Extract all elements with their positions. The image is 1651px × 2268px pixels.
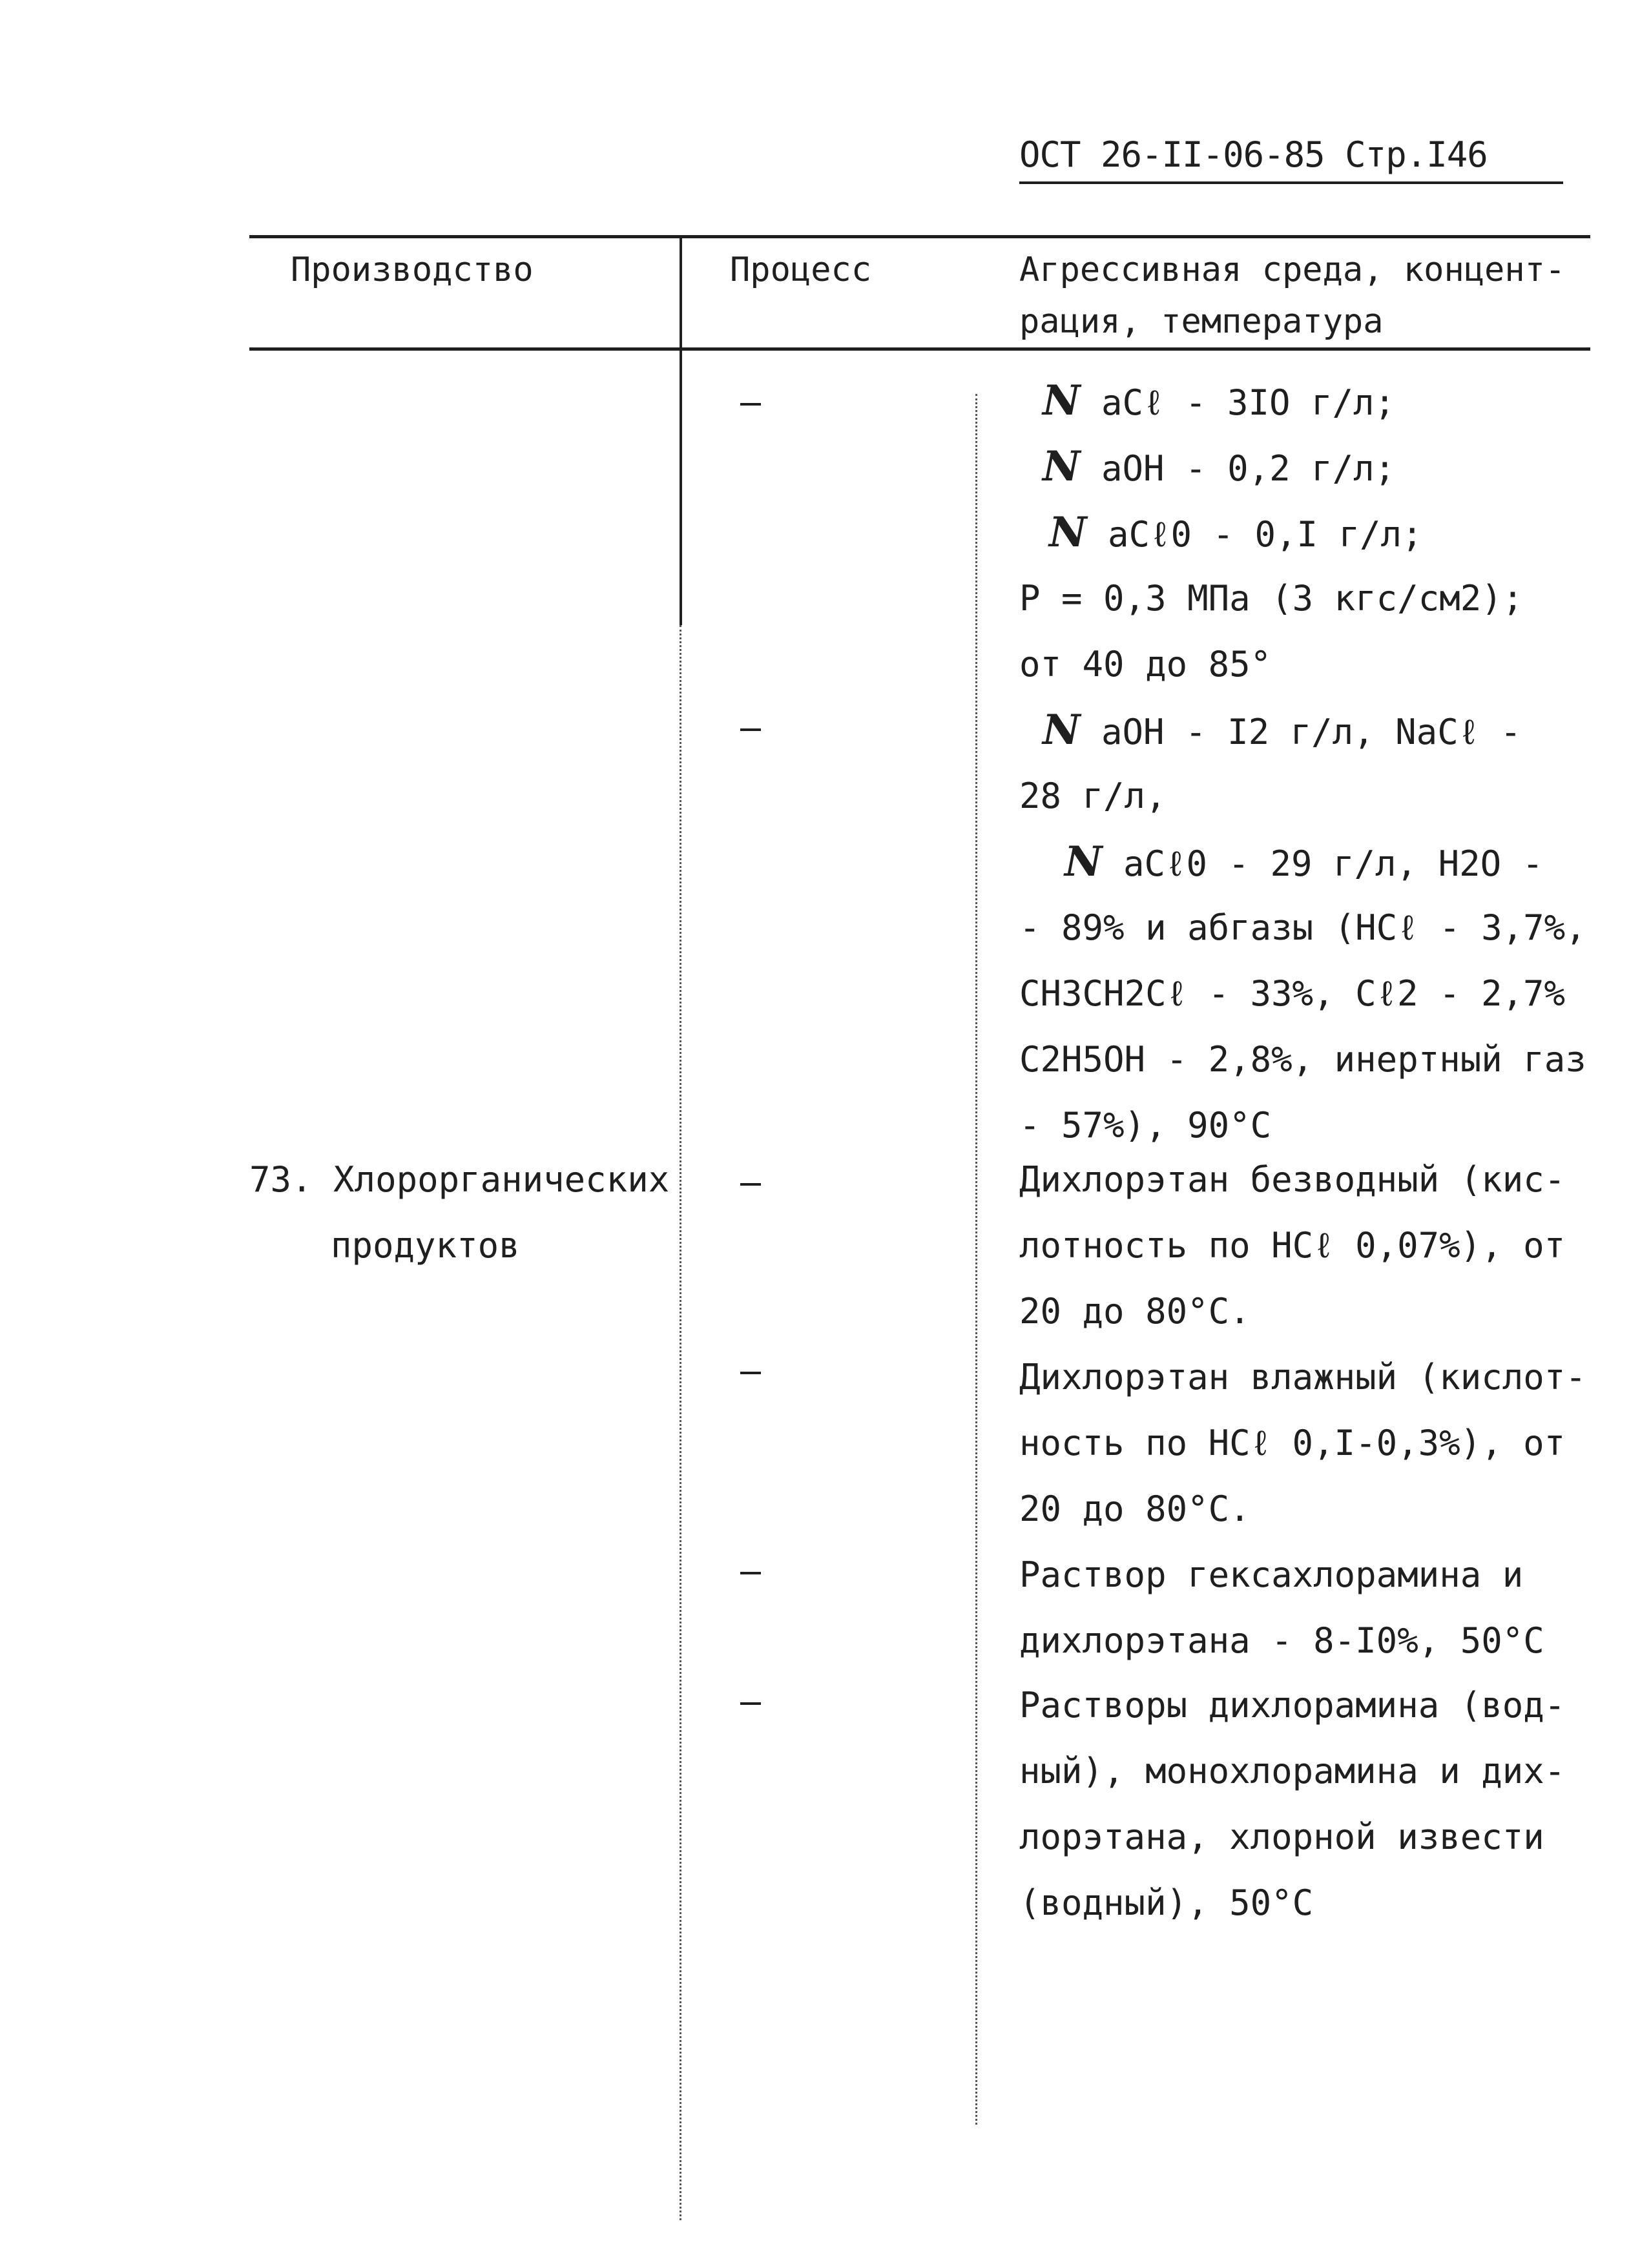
handwritten-n: N xyxy=(1049,508,1087,557)
column-divider-1 xyxy=(680,235,682,625)
column-header-medium-line2: рация, температура xyxy=(1019,302,1384,341)
medium-block-5 xyxy=(1019,1542,1601,1674)
process-dash-2 xyxy=(740,728,761,731)
medium-block-6 xyxy=(1019,1673,1601,1936)
medium-line-naclo: N aCℓ0 - 0,I г/л; xyxy=(1049,508,1423,557)
handwritten-n: N xyxy=(1064,838,1103,886)
column-header-medium xyxy=(1019,244,1565,347)
document-reference: ОСТ 26-II-06-85 Стр.I46 xyxy=(1019,134,1563,184)
medium-line: 28 г/л, xyxy=(1019,776,1167,816)
medium-line: лотность по HCℓ 0,07%), от xyxy=(1019,1225,1566,1266)
column-divider-1-continuation xyxy=(680,625,681,2220)
medium-line: лорэтана, хлорной извести xyxy=(1019,1817,1544,1857)
medium-line-nacl: N aCℓ - 3IO г/л; xyxy=(1043,376,1396,425)
production-name-line2: продуктов xyxy=(331,1225,520,1266)
table-header-rule xyxy=(249,347,1590,351)
column-header-medium-line1: Агрессивная среда, концент- xyxy=(1019,251,1566,289)
medium-line: Раствор гексахлорамина и xyxy=(1019,1554,1524,1595)
medium-line: Дихлорэтан влажный (кислот- xyxy=(1019,1357,1586,1397)
medium-line: ный), монохлорамина и дих- xyxy=(1019,1751,1566,1791)
medium-line: 20 до 80°C. xyxy=(1019,1489,1251,1529)
medium-line: Дихлорэтан безводный (кис- xyxy=(1019,1159,1566,1200)
medium-line: ность по HCℓ 0,I-0,3%), от xyxy=(1019,1423,1566,1463)
process-dash-6 xyxy=(740,1702,761,1705)
medium-line-temperature: от 40 до 85° xyxy=(1019,644,1272,685)
handwritten-n: N xyxy=(1043,376,1081,425)
medium-line: N aCℓ0 - 29 г/л, H2O - xyxy=(1064,838,1544,886)
medium-line: CH3CH2Cℓ - 33%, Cℓ2 - 2,7% xyxy=(1019,973,1566,1014)
medium-line-naoh: N aOH - 0,2 г/л; xyxy=(1043,442,1396,491)
medium-block-3 xyxy=(1019,1147,1601,1345)
column-divider-2-header xyxy=(976,235,979,349)
medium-line: 20 до 80°C. xyxy=(1019,1291,1251,1332)
production-name-line1: 73. Хлорорганических xyxy=(249,1159,670,1200)
column-divider-2 xyxy=(975,394,977,2125)
handwritten-n: N xyxy=(1043,706,1081,754)
process-dash-4 xyxy=(740,1372,761,1374)
medium-line: (водный), 50°C xyxy=(1019,1882,1314,1923)
medium-block-1 xyxy=(1019,368,1601,697)
medium-line-pressure: P = 0,3 МПа (3 кгс/см2); xyxy=(1019,578,1524,619)
medium-line: N aOH - I2 г/л, NaCℓ - xyxy=(1043,706,1522,754)
medium-block-4 xyxy=(1019,1345,1601,1542)
medium-line: - 89% и абгазы (HCℓ - 3,7%, xyxy=(1019,907,1586,948)
column-header-production: Производство xyxy=(291,251,534,289)
medium-line: дихлорэтана - 8-I0%, 50°C xyxy=(1019,1620,1544,1661)
medium-line: Растворы дихлорамина (вод- xyxy=(1019,1685,1566,1726)
process-dash-3 xyxy=(740,1183,761,1186)
table-top-rule xyxy=(249,235,1590,238)
handwritten-n: N xyxy=(1043,442,1081,491)
process-dash-5 xyxy=(740,1572,761,1574)
medium-line: C2H5OH - 2,8%, инертный газ xyxy=(1019,1039,1586,1080)
process-dash-1 xyxy=(740,403,761,406)
medium-line: - 57%), 90°C xyxy=(1019,1105,1272,1146)
medium-block-2 xyxy=(1019,697,1601,1159)
column-header-process: Процесс xyxy=(730,251,872,289)
